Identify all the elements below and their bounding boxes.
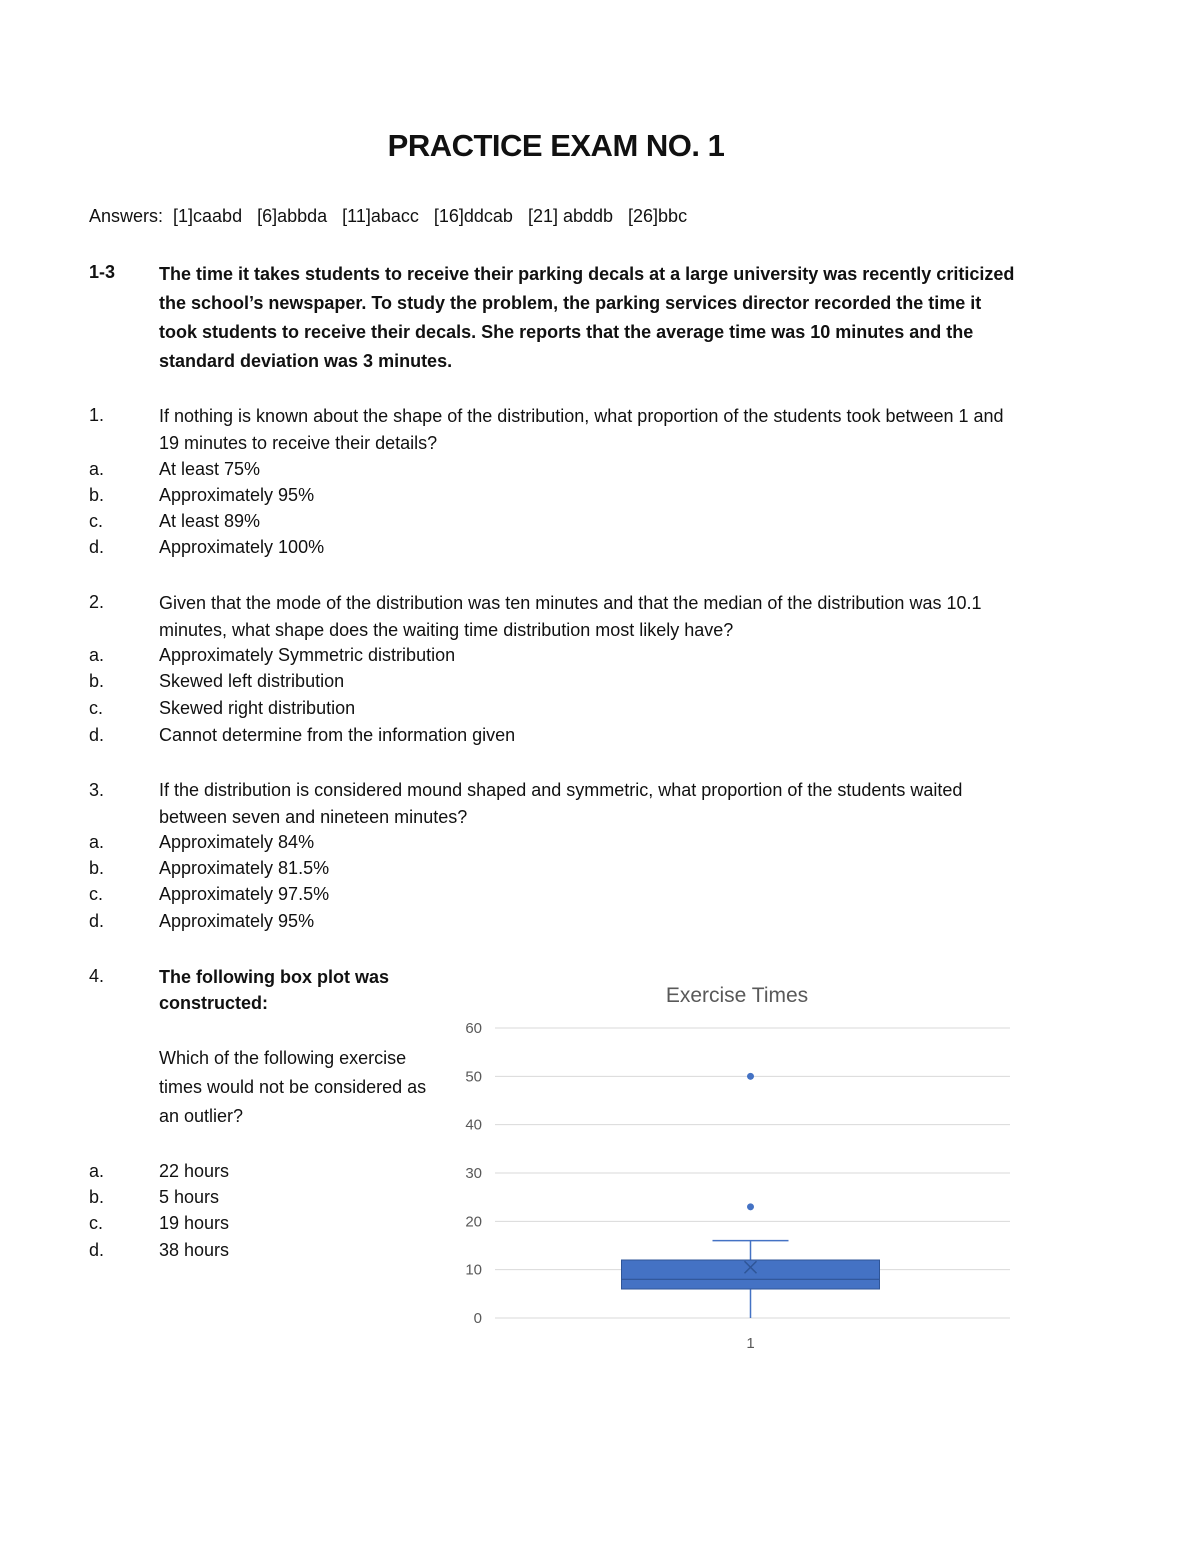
- option-letter: d.: [89, 1240, 105, 1260]
- option-letter: d.: [89, 911, 105, 931]
- option-letter: b.: [89, 485, 105, 505]
- box-iqr: [622, 1260, 880, 1289]
- question-number: 1.: [89, 405, 105, 425]
- page-title: PRACTICE EXAM NO. 1: [387, 128, 725, 163]
- option-letter: a.: [89, 1161, 105, 1181]
- option-letter: a.: [89, 645, 105, 665]
- option-letter: b.: [89, 671, 105, 691]
- option-text: Approximately 95%: [159, 911, 315, 931]
- option-text: Approximately Symmetric distribution: [159, 645, 456, 665]
- y-tick-label: 50: [465, 1068, 482, 1086]
- option-text: At least 75%: [159, 459, 261, 479]
- scenario-label: 1-3: [89, 262, 116, 282]
- option-text: 22 hours: [159, 1161, 230, 1181]
- option-text: Approximately 97.5%: [159, 884, 330, 904]
- question-text: If nothing is known about the shape of the distribution, what proportion of the students took between 1 and 19 minutes to receive their details?: [159, 406, 1004, 453]
- scenario-text: The time it takes students to receive their parking decals at a large university was recently criticized the school’s newspaper. To study the problem, the parking services director recorded the time it took students to receive their decals. She reports that the average time was 10 minutes and the standard deviation was 3 minutes.: [159, 264, 1015, 371]
- option-text: Skewed right distribution: [159, 698, 356, 718]
- y-tick-label: 10: [465, 1261, 482, 1279]
- question-text: If the distribution is considered mound shaped and symmetric, what proportion of the students waited between seven and nineteen minutes?: [159, 780, 963, 827]
- option-letter: c.: [89, 698, 104, 718]
- option-text: Approximately 100%: [159, 537, 325, 557]
- x-tick-label: 1: [746, 1335, 755, 1352]
- y-tick-label: 40: [465, 1116, 482, 1134]
- option-text: At least 89%: [159, 511, 261, 531]
- option-text: Cannot determine from the information given: [159, 725, 516, 745]
- option-letter: b.: [89, 1187, 105, 1207]
- question-number: 3.: [89, 780, 105, 800]
- option-letter: a.: [89, 459, 105, 479]
- y-tick-label: 0: [473, 1310, 482, 1327]
- question-intro: The following box plot was constructed:: [159, 967, 389, 1013]
- option-letter: d.: [89, 725, 105, 745]
- outlier-point: [747, 1073, 754, 1080]
- option-letter: c.: [89, 511, 104, 531]
- option-letter: b.: [89, 858, 105, 878]
- chart-title: Exercise Times: [665, 984, 809, 1007]
- option-letter: c.: [89, 884, 104, 904]
- question-text: Given that the mode of the distribution was ten minutes and that the median of the distribution was 10.1 minutes, what shape does the waiting time distribution most likely have?: [159, 593, 982, 640]
- y-tick-label: 20: [465, 1213, 482, 1231]
- y-tick-label: 60: [465, 1020, 482, 1037]
- option-text: Approximately 81.5%: [159, 858, 330, 878]
- option-letter: a.: [89, 832, 105, 852]
- option-letter: d.: [89, 537, 105, 557]
- box-plot-chart: [440, 970, 1030, 1370]
- option-letter: c.: [89, 1213, 104, 1233]
- question-number: 4.: [89, 966, 105, 986]
- answer-key: Answers: [1]caabd [6]abbda [11]abacc [16]ddcab [21] abddb [26]bbc: [89, 206, 688, 226]
- question-number: 2.: [89, 592, 105, 612]
- question-text: Which of the following exercise times would not be considered as an outlier?: [159, 1048, 427, 1126]
- option-text: 5 hours: [159, 1187, 220, 1207]
- option-text: Approximately 84%: [159, 832, 315, 852]
- option-text: Approximately 95%: [159, 485, 315, 505]
- option-text: 38 hours: [159, 1240, 230, 1260]
- y-tick-label: 30: [465, 1165, 482, 1182]
- outlier-point: [747, 1203, 754, 1210]
- option-text: Skewed left distribution: [159, 671, 345, 691]
- option-text: 19 hours: [159, 1213, 230, 1233]
